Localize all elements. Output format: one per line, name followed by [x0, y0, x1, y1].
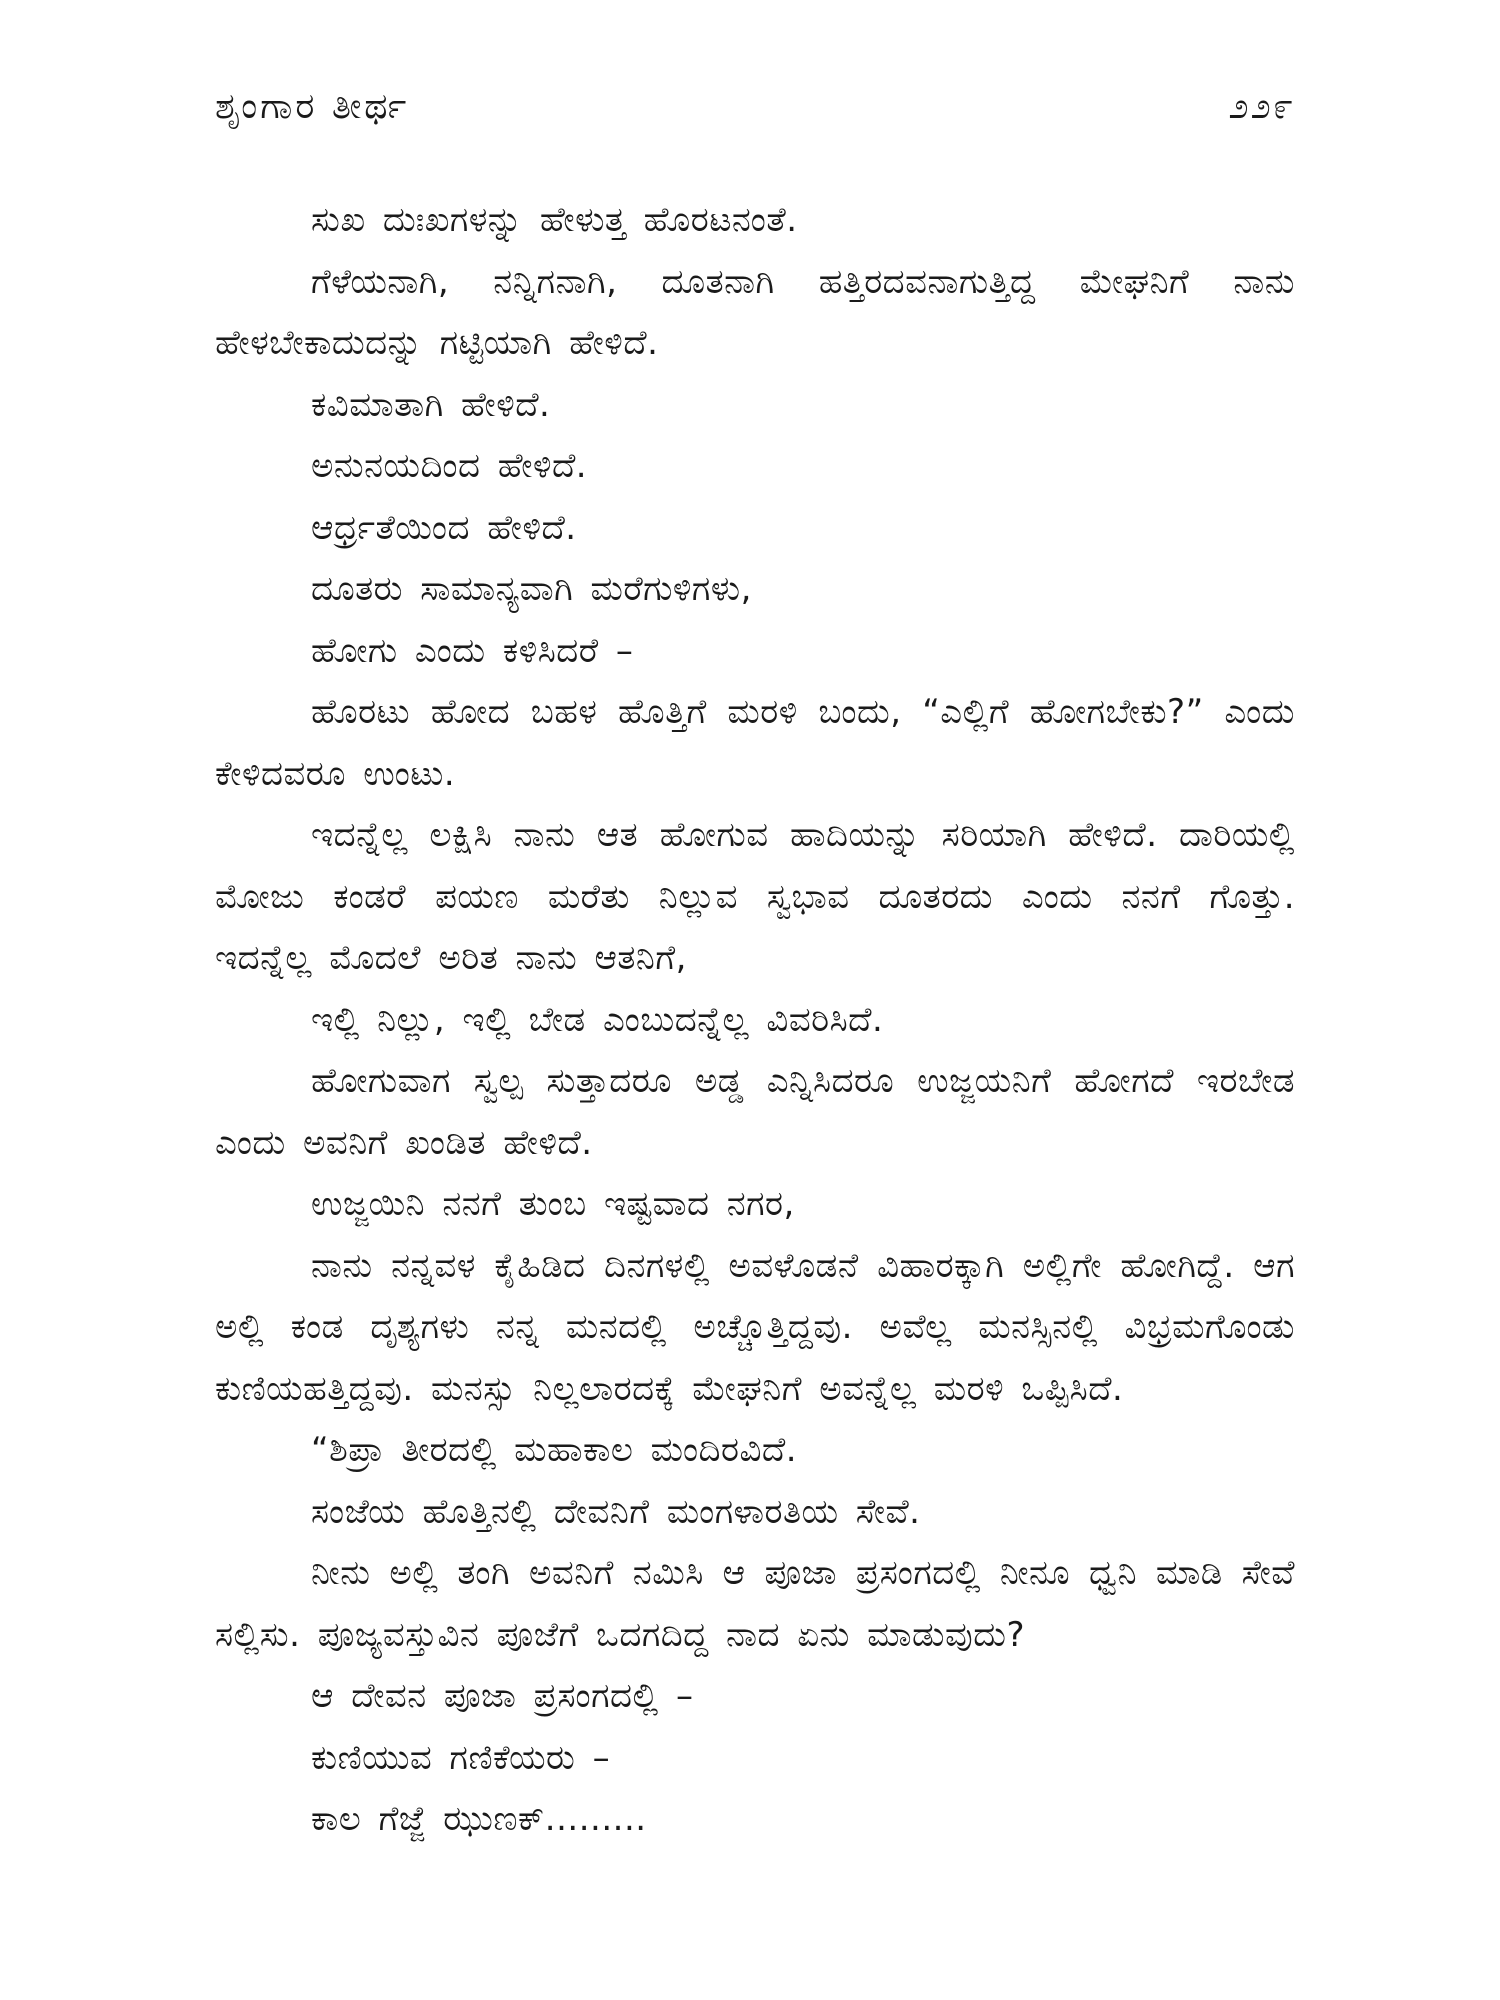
paragraph: ಅನುನಯದಿಂದ ಹೇಳಿದೆ. [311, 446, 588, 486]
paragraph: ಇಲ್ಲಿ ನಿಲ್ಲು, ಇಲ್ಲಿ ಬೇಡ ಎಂಬುದನ್ನೆಲ್ಲ ವಿವರಿಸಿದೆ. [311, 999, 884, 1040]
paragraph: ಇದನ್ನೆಲ್ಲ ಲಕ್ಷಿಸಿ ನಾನು ಆತ ಹೋಗುವ ಹಾದಿಯನ್ನು ಸರಿಯಾಗಿ ಹೇಳಿದೆ. ದಾರಿಯಲ್ಲಿ ಮೋಜು ಕಂಡರೆ ಪಯಣ ಮರೆತು ನಿಲ್ಲುವ ಸ್ವಭಾವ ದೂತರದು ಎಂದು ನನಗೆ ಗೊತ್ತು. ಇದನ್ನೆಲ್ಲ ಮೊದಲೆ ಅರಿತ ನಾನು ಆತನಿಗೆ, [215, 815, 1295, 978]
paragraph: ಕಾಲ ಗೆಜ್ಜೆ ಝುಣಕ್......... [311, 1799, 647, 1839]
paragraph: ಆ ದೇವನ ಪೂಜಾ ಪ್ರಸಂಗದಲ್ಲಿ – [311, 1676, 694, 1716]
paragraph: ಕುಣಿಯುವ ಗಣಿಕೆಯರು – [311, 1737, 611, 1778]
paragraph: ಗೆಳೆಯನಾಗಿ, ನನ್ನಿಗನಾಗಿ, ದೂತನಾಗಿ ಹತ್ತಿರದವನಾಗುತ್ತಿದ್ದ ಮೇಘನಿಗೆ ನಾನು ಹೇಳಬೇಕಾದುದನ್ನು ಗಟ್ಟಿಯಾಗಿ ಹೇಳಿದೆ. [215, 261, 1295, 363]
body-text [215, 190, 1295, 1851]
paragraph: “ಶಿಪ್ರಾ ತೀರದಲ್ಲಿ ಮಹಾಕಾಲ ಮಂದಿರವಿದೆ. [311, 1430, 798, 1470]
paragraph: ಹೋಗು ಎಂದು ಕಳಿಸಿದರೆ – [311, 630, 634, 671]
paragraph: ಉಜ್ಜಯಿನಿ ನನಗೆ ತುಂಬ ಇಷ್ಟವಾದ ನಗರ, [311, 1184, 795, 1224]
page-number: ೨೨೯ [1228, 86, 1295, 127]
paragraph: ನಾನು ನನ್ನವಳ ಕೈಹಿಡಿದ ದಿನಗಳಲ್ಲಿ ಅವಳೊಡನೆ ವಿಹಾರಕ್ಕಾಗಿ ಅಲ್ಲಿಗೇ ಹೋಗಿದ್ದೆ. ಆಗ ಅಲ್ಲಿ ಕಂಡ ದೃಶ್ಯಗಳು ನನ್ನ ಮನದಲ್ಲಿ ಅಚ್ಚೊತ್ತಿದ್ದವು. ಅವೆಲ್ಲ ಮನಸ್ಸಿನಲ್ಲಿ ವಿಭ್ರಮಗೊಂಡು ಕುಣಿಯಹತ್ತಿದ್ದವು. ಮನಸ್ಸು ನಿಲ್ಲಲಾರದಕ್ಕೆ ಮೇಘನಿಗೆ ಅವನ್ನೆಲ್ಲ ಮರಳಿ ಒಪ್ಪಿಸಿದೆ. [215, 1245, 1295, 1409]
paragraph: ಹೊರಟು ಹೋದ ಬಹಳ ಹೊತ್ತಿಗೆ ಮರಳಿ ಬಂದು, “ಎಲ್ಲಿಗೆ ಹೋಗಬೇಕು?” ಎಂದು ಕೇಳಿದವರೂ ಉಂಟು. [215, 692, 1295, 794]
paragraph: ಕವಿಮಾತಾಗಿ ಹೇಳಿದೆ. [311, 384, 551, 425]
paragraph: ದೂತರು ಸಾಮಾನ್ಯವಾಗಿ ಮರೆಗುಳಿಗಳು, [311, 569, 752, 609]
book-title: ಶೃಂಗಾರ ತೀರ್ಥ [215, 86, 410, 127]
paragraph: ಹೋಗುವಾಗ ಸ್ವಲ್ಪ ಸುತ್ತಾದರೂ ಅಡ್ಡ ಎನ್ನಿಸಿದರೂ ಉಜ್ಜಯನಿಗೆ ಹೋಗದೆ ಇರಬೇಡ ಎಂದು ಅವನಿಗೆ ಖಂಡಿತ ಹೇಳಿದೆ. [215, 1061, 1295, 1163]
paragraph: ಆರ್ಧ್ರತೆಯಿಂದ ಹೇಳಿದೆ. [311, 507, 577, 548]
paragraph: ನೀನು ಅಲ್ಲಿ ತಂಗಿ ಅವನಿಗೆ ನಮಿಸಿ ಆ ಪೂಜಾ ಪ್ರಸಂಗದಲ್ಲಿ ನೀನೂ ಧ್ವನಿ ಮಾಡಿ ಸೇವೆ ಸಲ್ಲಿಸು. ಪೂಜ್ಯವಸ್ತುವಿನ ಪೂಜೆಗೆ ಒದಗದಿದ್ದ ನಾದ ಏನು ಮಾಡುವುದು? [215, 1553, 1295, 1655]
paragraph: ಸಂಜೆಯ ಹೊತ್ತಿನಲ್ಲಿ ದೇವನಿಗೆ ಮಂಗಳಾರತಿಯ ಸೇವೆ. [311, 1491, 921, 1532]
running-head [215, 86, 1295, 136]
paragraph: ಸುಖ ದುಃಖಗಳನ್ನು ಹೇಳುತ್ತ ಹೊರಟನಂತೆ. [311, 200, 798, 240]
